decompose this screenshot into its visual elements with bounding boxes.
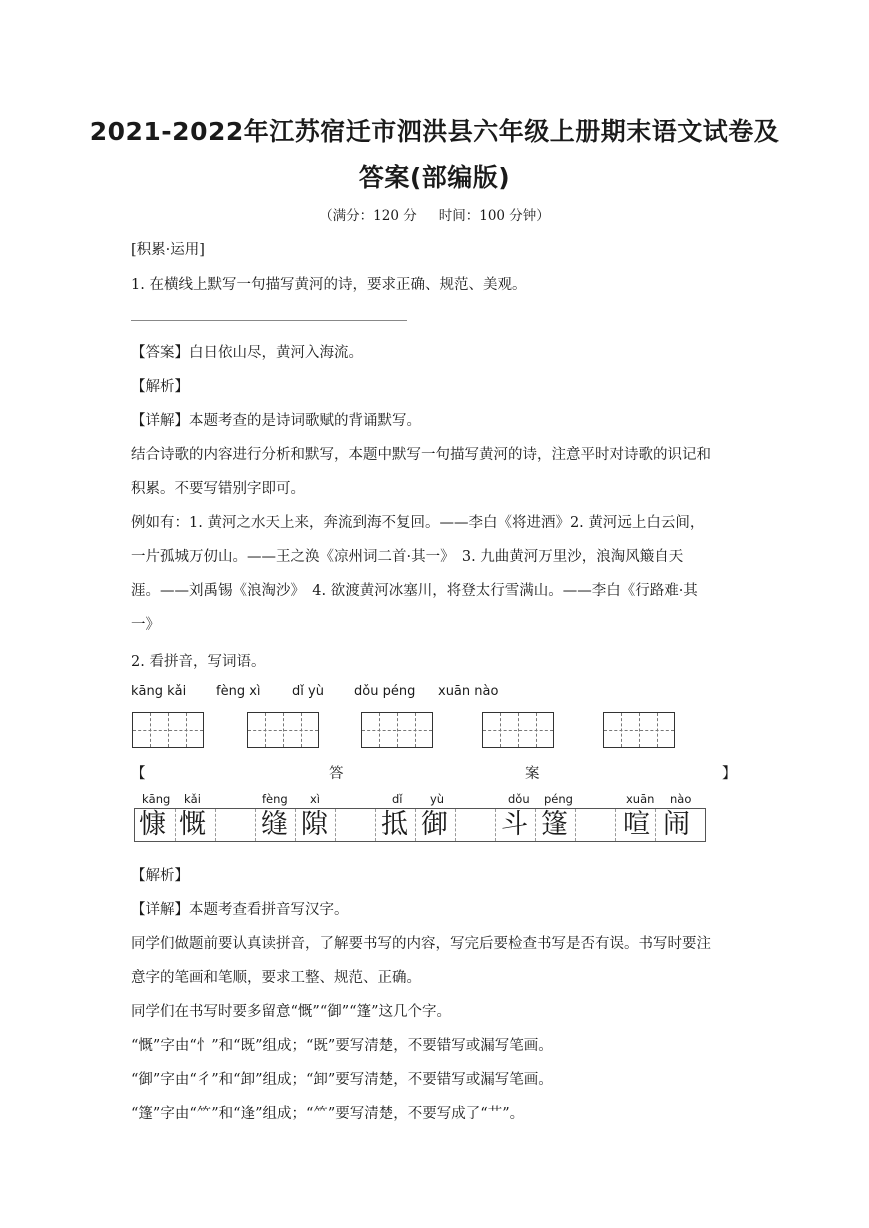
q1-answer-blank <box>131 320 407 321</box>
q1-detail: 【详解】本题考查的是诗词歌赋的背诵默写。 <box>131 413 421 429</box>
answer-hanzi: 喧 <box>623 809 650 840</box>
pinyin-prompt: xuān nào <box>438 684 499 699</box>
answer-hanzi: 隙 <box>301 809 328 840</box>
writing-grid <box>132 712 204 748</box>
section-heading: [积累·运用] <box>131 242 205 258</box>
answer-hanzi: 闹 <box>663 809 690 840</box>
writing-grid <box>482 712 554 748</box>
answer-pinyin: yù <box>430 792 445 806</box>
answer-pinyin: kǎi <box>184 792 201 806</box>
bracket-close: 】 <box>722 766 737 782</box>
answer-pinyin: dǐ <box>392 792 403 806</box>
document-title-line1: 2021-2022年江苏宿迁市泗洪县六年级上册期末语文试卷及 <box>89 117 780 146</box>
score-info: （满分：120 分 <box>319 208 417 224</box>
answer-char: 案 <box>525 766 540 782</box>
writing-grid <box>247 712 319 748</box>
answer-hanzi: 缝 <box>261 809 288 840</box>
answer-hanzi: 慨 <box>179 809 206 840</box>
writing-grid <box>603 712 675 748</box>
q1-analysis-label: 【解析】 <box>131 379 189 395</box>
answer-hanzi: 御 <box>421 809 448 840</box>
time-info: 时间：100 分钟） <box>438 208 550 224</box>
q2-paragraph-2: 同学们在书写时要多留意“慨”“御”“篷”这几个字。 <box>131 1004 451 1020</box>
answer-pinyin: péng <box>544 792 573 806</box>
q2-question: 2. 看拼音，写词语。 <box>131 654 266 670</box>
answer-pinyin: nào <box>670 792 692 806</box>
pinyin-prompt: fèng xì <box>216 684 261 699</box>
writing-grid <box>361 712 433 748</box>
q1-example-line1: 例如有：1. 黄河之水天上来，奔流到海不复回。——李白《将进酒》2. 黄河远上白云间， <box>131 515 705 531</box>
q2-analysis-label: 【解析】 <box>131 868 189 884</box>
q1-paragraph-line1: 结合诗歌的内容进行分析和默写，本题中默写一句描写黄河的诗，注意平时对诗歌的识记和 <box>131 447 711 463</box>
q1-paragraph-line2: 积累。不要写错别字即可。 <box>131 481 305 497</box>
answer-hanzi: 斗 <box>501 809 528 840</box>
answer-pinyin: kāng <box>142 792 171 806</box>
answer-grid <box>134 808 706 842</box>
answer-pinyin: fèng <box>262 792 288 806</box>
answer-pinyin: xì <box>310 792 321 806</box>
q1-answer: 【答案】白日依山尽，黄河入海流。 <box>131 345 363 361</box>
q1-question: 1. 在横线上默写一句描写黄河的诗，要求正确、规范、美观。 <box>131 277 527 293</box>
pinyin-prompt: dǒu péng <box>354 684 416 699</box>
q2-paragraph-4: “御”字由“彳”和“卸”组成；“卸”要写清楚，不要错写或漏写笔画。 <box>131 1072 553 1088</box>
answer-pinyin: xuān <box>626 792 655 806</box>
exam-info <box>0 204 869 224</box>
q1-example-line2: 一片孤城万仞山。——王之涣《凉州词二首·其一》 3. 九曲黄河万里沙，浪淘风簸自天 <box>131 549 684 565</box>
q2-answer-image <box>134 792 706 850</box>
q2-paragraph-line1: 同学们做题前要认真读拼音，了解要书写的内容，写完后要检查书写是否有误。书写时要注 <box>131 936 711 952</box>
q1-example-line3: 涯。——刘禹锡《浪淘沙》 4. 欲渡黄河冰塞川，将登太行雪满山。——李白《行路难·其 <box>131 583 698 599</box>
answer-hanzi: 慷 <box>139 809 166 840</box>
document-title-line2: 答案(部编版) <box>358 163 511 192</box>
q2-paragraph-line2: 意字的笔画和笔顺，要求工整、规范、正确。 <box>131 970 421 986</box>
answer-hanzi: 篷 <box>541 809 568 840</box>
bracket-open: 【 <box>131 766 146 782</box>
answer-pinyin: dǒu <box>508 792 530 806</box>
answer-hanzi: 抵 <box>381 809 408 840</box>
pinyin-prompt: kāng kǎi <box>131 684 187 699</box>
q2-detail: 【详解】本题考查看拼音写汉字。 <box>131 902 349 918</box>
answer-char: 答 <box>329 766 344 782</box>
pinyin-prompt: dǐ yù <box>292 684 324 699</box>
q2-paragraph-3: “慨”字由“忄”和“既”组成；“既”要写清楚，不要错写或漏写笔画。 <box>131 1038 553 1054</box>
q2-paragraph-5: “篷”字由“⺮”和“逢”组成；“⺮”要写清楚，不要写成了“艹”。 <box>131 1106 525 1122</box>
q1-example-line4: 一》 <box>131 617 160 633</box>
